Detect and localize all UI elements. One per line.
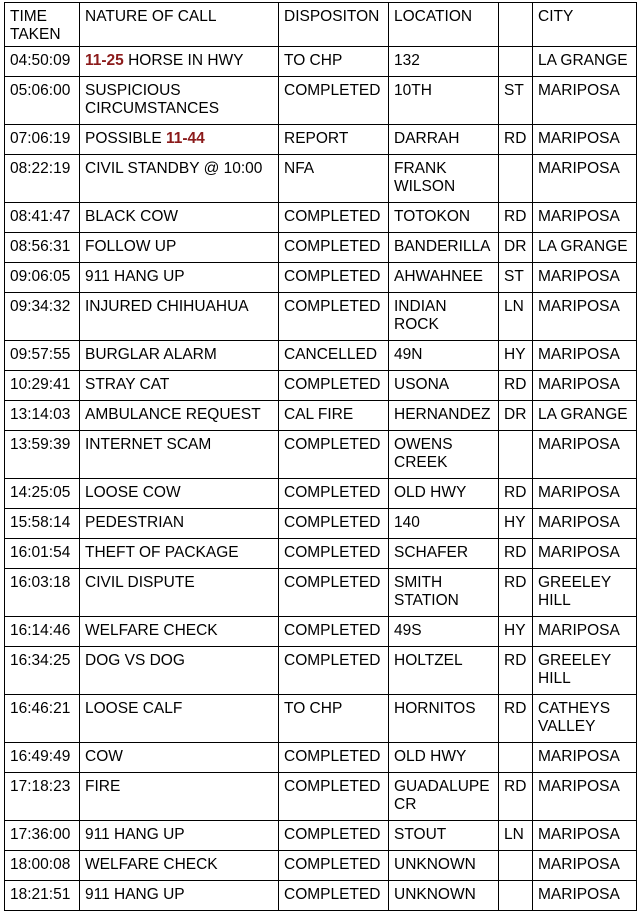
cell-nature [80,263,279,293]
nature-text: STRAY CAT [85,376,170,393]
table-row [5,773,637,821]
cell-location: 49S [389,617,499,647]
nature-text: PEDESTRIAN [85,514,185,531]
cell-nature [80,155,279,203]
cell-nature [80,203,279,233]
cell-nature [80,743,279,773]
cell-city: MARIPOSA [533,821,637,851]
cell-suffix: RD [499,539,533,569]
nature-text: CIVIL STANDBY @ 10:00 [85,160,263,177]
cell-disposition: COMPLETED [279,617,389,647]
cell-time: 18:00:08 [5,851,80,881]
cell-city: MARIPOSA [533,881,637,911]
cell-location: GUADALUPE CR [389,773,499,821]
cell-location: TOTOKON [389,203,499,233]
header-row [5,3,637,47]
cell-location: SMITH STATION [389,569,499,617]
table-row [5,371,637,401]
nature-text: WELFARE CHECK [85,856,218,873]
cell-city: MARIPOSA [533,371,637,401]
cell-suffix: ST [499,263,533,293]
cell-location: OLD HWY [389,479,499,509]
cell-suffix: LN [499,821,533,851]
cell-suffix: ST [499,77,533,125]
table-row [5,821,637,851]
cell-time: 08:41:47 [5,203,80,233]
cell-city: MARIPOSA [533,203,637,233]
cell-time: 04:50:09 [5,47,80,77]
cell-nature [80,617,279,647]
cell-disposition: COMPLETED [279,851,389,881]
nature-text: DOG VS DOG [85,652,185,669]
cell-city: MARIPOSA [533,479,637,509]
call-log-body [5,47,637,911]
table-row [5,341,637,371]
cell-suffix: LN [499,293,533,341]
cell-location: BANDERILLA [389,233,499,263]
cell-time: 17:36:00 [5,821,80,851]
nature-text: LOOSE COW [85,484,181,501]
cell-time: 14:25:05 [5,479,80,509]
cell-nature [80,881,279,911]
nature-text: 911 HANG UP [85,886,185,903]
cell-time: 17:18:23 [5,773,80,821]
cell-suffix: HY [499,341,533,371]
header-suffix [499,3,533,47]
cell-location: OLD HWY [389,743,499,773]
cell-city: LA GRANGE [533,233,637,263]
table-row [5,263,637,293]
cell-nature [80,479,279,509]
cell-location: FRANK WILSON [389,155,499,203]
cell-disposition: REPORT [279,125,389,155]
cell-disposition: COMPLETED [279,509,389,539]
table-row [5,881,637,911]
cell-location: 132 [389,47,499,77]
cell-disposition: COMPLETED [279,821,389,851]
cell-nature [80,233,279,263]
cell-city: MARIPOSA [533,263,637,293]
nature-text: POSSIBLE [85,130,166,147]
table-row [5,539,637,569]
cell-city: MARIPOSA [533,155,637,203]
cell-disposition: TO CHP [279,47,389,77]
cell-disposition: COMPLETED [279,881,389,911]
table-row [5,647,637,695]
cell-suffix: DR [499,401,533,431]
cell-time: 18:21:51 [5,881,80,911]
cell-suffix: RD [499,773,533,821]
cell-location: OWENS CREEK [389,431,499,479]
cell-nature [80,77,279,125]
table-row [5,47,637,77]
cell-nature [80,509,279,539]
cell-city: GREELEY HILL [533,647,637,695]
nature-text: FOLLOW UP [85,238,177,255]
cell-time: 07:06:19 [5,125,80,155]
cell-time: 16:14:46 [5,617,80,647]
table-row [5,125,637,155]
cell-disposition: COMPLETED [279,263,389,293]
cell-location: STOUT [389,821,499,851]
cell-nature [80,569,279,617]
call-code: 11-25 [85,52,124,69]
table-row [5,743,637,773]
cell-city: GREELEY HILL [533,569,637,617]
cell-location: HOLTZEL [389,647,499,695]
cell-time: 05:06:00 [5,77,80,125]
nature-text: COW [85,748,123,765]
cell-suffix: RD [499,569,533,617]
cell-time: 16:03:18 [5,569,80,617]
cell-disposition: COMPLETED [279,743,389,773]
table-row [5,233,637,263]
cell-city: MARIPOSA [533,617,637,647]
cell-time: 16:34:25 [5,647,80,695]
cell-city: MARIPOSA [533,773,637,821]
cell-time: 16:01:54 [5,539,80,569]
cell-disposition: COMPLETED [279,479,389,509]
cell-nature [80,371,279,401]
call-log-table [4,2,637,911]
cell-time: 16:46:21 [5,695,80,743]
cell-nature [80,401,279,431]
cell-location: INDIAN ROCK [389,293,499,341]
cell-suffix: RD [499,695,533,743]
table-row [5,617,637,647]
nature-text: INJURED CHIHUAHUA [85,298,249,315]
cell-nature [80,431,279,479]
cell-time: 13:14:03 [5,401,80,431]
cell-disposition: COMPLETED [279,569,389,617]
call-code: 11-44 [165,130,205,147]
cell-disposition: COMPLETED [279,539,389,569]
nature-text: SUSPICIOUS CIRCUMSTANCES [85,82,220,117]
nature-text: CIVIL DISPUTE [85,574,195,591]
table-row [5,569,637,617]
cell-suffix [499,155,533,203]
table-row [5,77,637,125]
cell-suffix: HY [499,617,533,647]
cell-suffix: RD [499,371,533,401]
cell-location: DARRAH [389,125,499,155]
cell-city: CATHEYS VALLEY [533,695,637,743]
cell-disposition: CANCELLED [279,341,389,371]
cell-location: UNKNOWN [389,851,499,881]
header-location: LOCATION [389,3,499,47]
cell-suffix: RD [499,479,533,509]
table-row [5,293,637,341]
cell-city: LA GRANGE [533,47,637,77]
table-row [5,203,637,233]
cell-nature [80,47,279,77]
header-time: TIME TAKEN [5,3,80,47]
cell-disposition: COMPLETED [279,293,389,341]
cell-nature [80,125,279,155]
cell-nature [80,821,279,851]
nature-text: HORSE IN HWY [123,52,244,69]
cell-nature [80,341,279,371]
table-row [5,401,637,431]
cell-city: MARIPOSA [533,509,637,539]
cell-location: UNKNOWN [389,881,499,911]
cell-time: 09:57:55 [5,341,80,371]
nature-text: BURGLAR ALARM [85,346,217,363]
cell-city: MARIPOSA [533,293,637,341]
header-city: CITY [533,3,637,47]
cell-nature [80,647,279,695]
cell-city: MARIPOSA [533,125,637,155]
cell-location: HERNANDEZ [389,401,499,431]
table-row [5,695,637,743]
cell-nature [80,695,279,743]
cell-city: MARIPOSA [533,539,637,569]
nature-text: AMBULANCE REQUEST [85,406,261,423]
nature-text: FIRE [85,778,121,795]
cell-suffix [499,47,533,77]
cell-suffix: RD [499,647,533,695]
cell-location: 49N [389,341,499,371]
cell-disposition: TO CHP [279,695,389,743]
cell-location: HORNITOS [389,695,499,743]
table-row [5,479,637,509]
cell-disposition: COMPLETED [279,77,389,125]
cell-time: 09:06:05 [5,263,80,293]
cell-city: LA GRANGE [533,401,637,431]
cell-city: MARIPOSA [533,743,637,773]
cell-disposition: COMPLETED [279,647,389,695]
cell-nature [80,539,279,569]
cell-time: 08:56:31 [5,233,80,263]
cell-suffix [499,431,533,479]
table-row [5,509,637,539]
cell-disposition: COMPLETED [279,203,389,233]
cell-nature [80,773,279,821]
nature-text: 911 HANG UP [85,268,185,285]
table-row [5,431,637,479]
cell-suffix [499,743,533,773]
cell-suffix [499,881,533,911]
nature-text: 911 HANG UP [85,826,185,843]
table-row [5,155,637,203]
cell-city: MARIPOSA [533,851,637,881]
cell-time: 09:34:32 [5,293,80,341]
cell-location: AHWAHNEE [389,263,499,293]
nature-text: WELFARE CHECK [85,622,218,639]
cell-time: 15:58:14 [5,509,80,539]
cell-disposition: CAL FIRE [279,401,389,431]
cell-disposition: COMPLETED [279,233,389,263]
nature-text: THEFT OF PACKAGE [85,544,239,561]
cell-nature [80,293,279,341]
cell-disposition: COMPLETED [279,431,389,479]
cell-suffix: RD [499,125,533,155]
cell-city: MARIPOSA [533,77,637,125]
cell-time: 16:49:49 [5,743,80,773]
cell-time: 08:22:19 [5,155,80,203]
header-disposition: DISPOSITON [279,3,389,47]
table-row [5,851,637,881]
cell-suffix: DR [499,233,533,263]
nature-text: LOOSE CALF [85,700,183,717]
header-nature: NATURE OF CALL [80,3,279,47]
cell-location: SCHAFER [389,539,499,569]
cell-location: 10TH [389,77,499,125]
cell-time: 10:29:41 [5,371,80,401]
cell-city: MARIPOSA [533,341,637,371]
cell-suffix [499,851,533,881]
cell-disposition: COMPLETED [279,371,389,401]
cell-disposition: NFA [279,155,389,203]
cell-disposition: COMPLETED [279,773,389,821]
cell-suffix: RD [499,203,533,233]
cell-nature [80,851,279,881]
cell-city: MARIPOSA [533,431,637,479]
cell-location: 140 [389,509,499,539]
cell-suffix: HY [499,509,533,539]
nature-text: BLACK COW [85,208,179,225]
cell-location: USONA [389,371,499,401]
cell-time: 13:59:39 [5,431,80,479]
nature-text: INTERNET SCAM [85,436,212,453]
